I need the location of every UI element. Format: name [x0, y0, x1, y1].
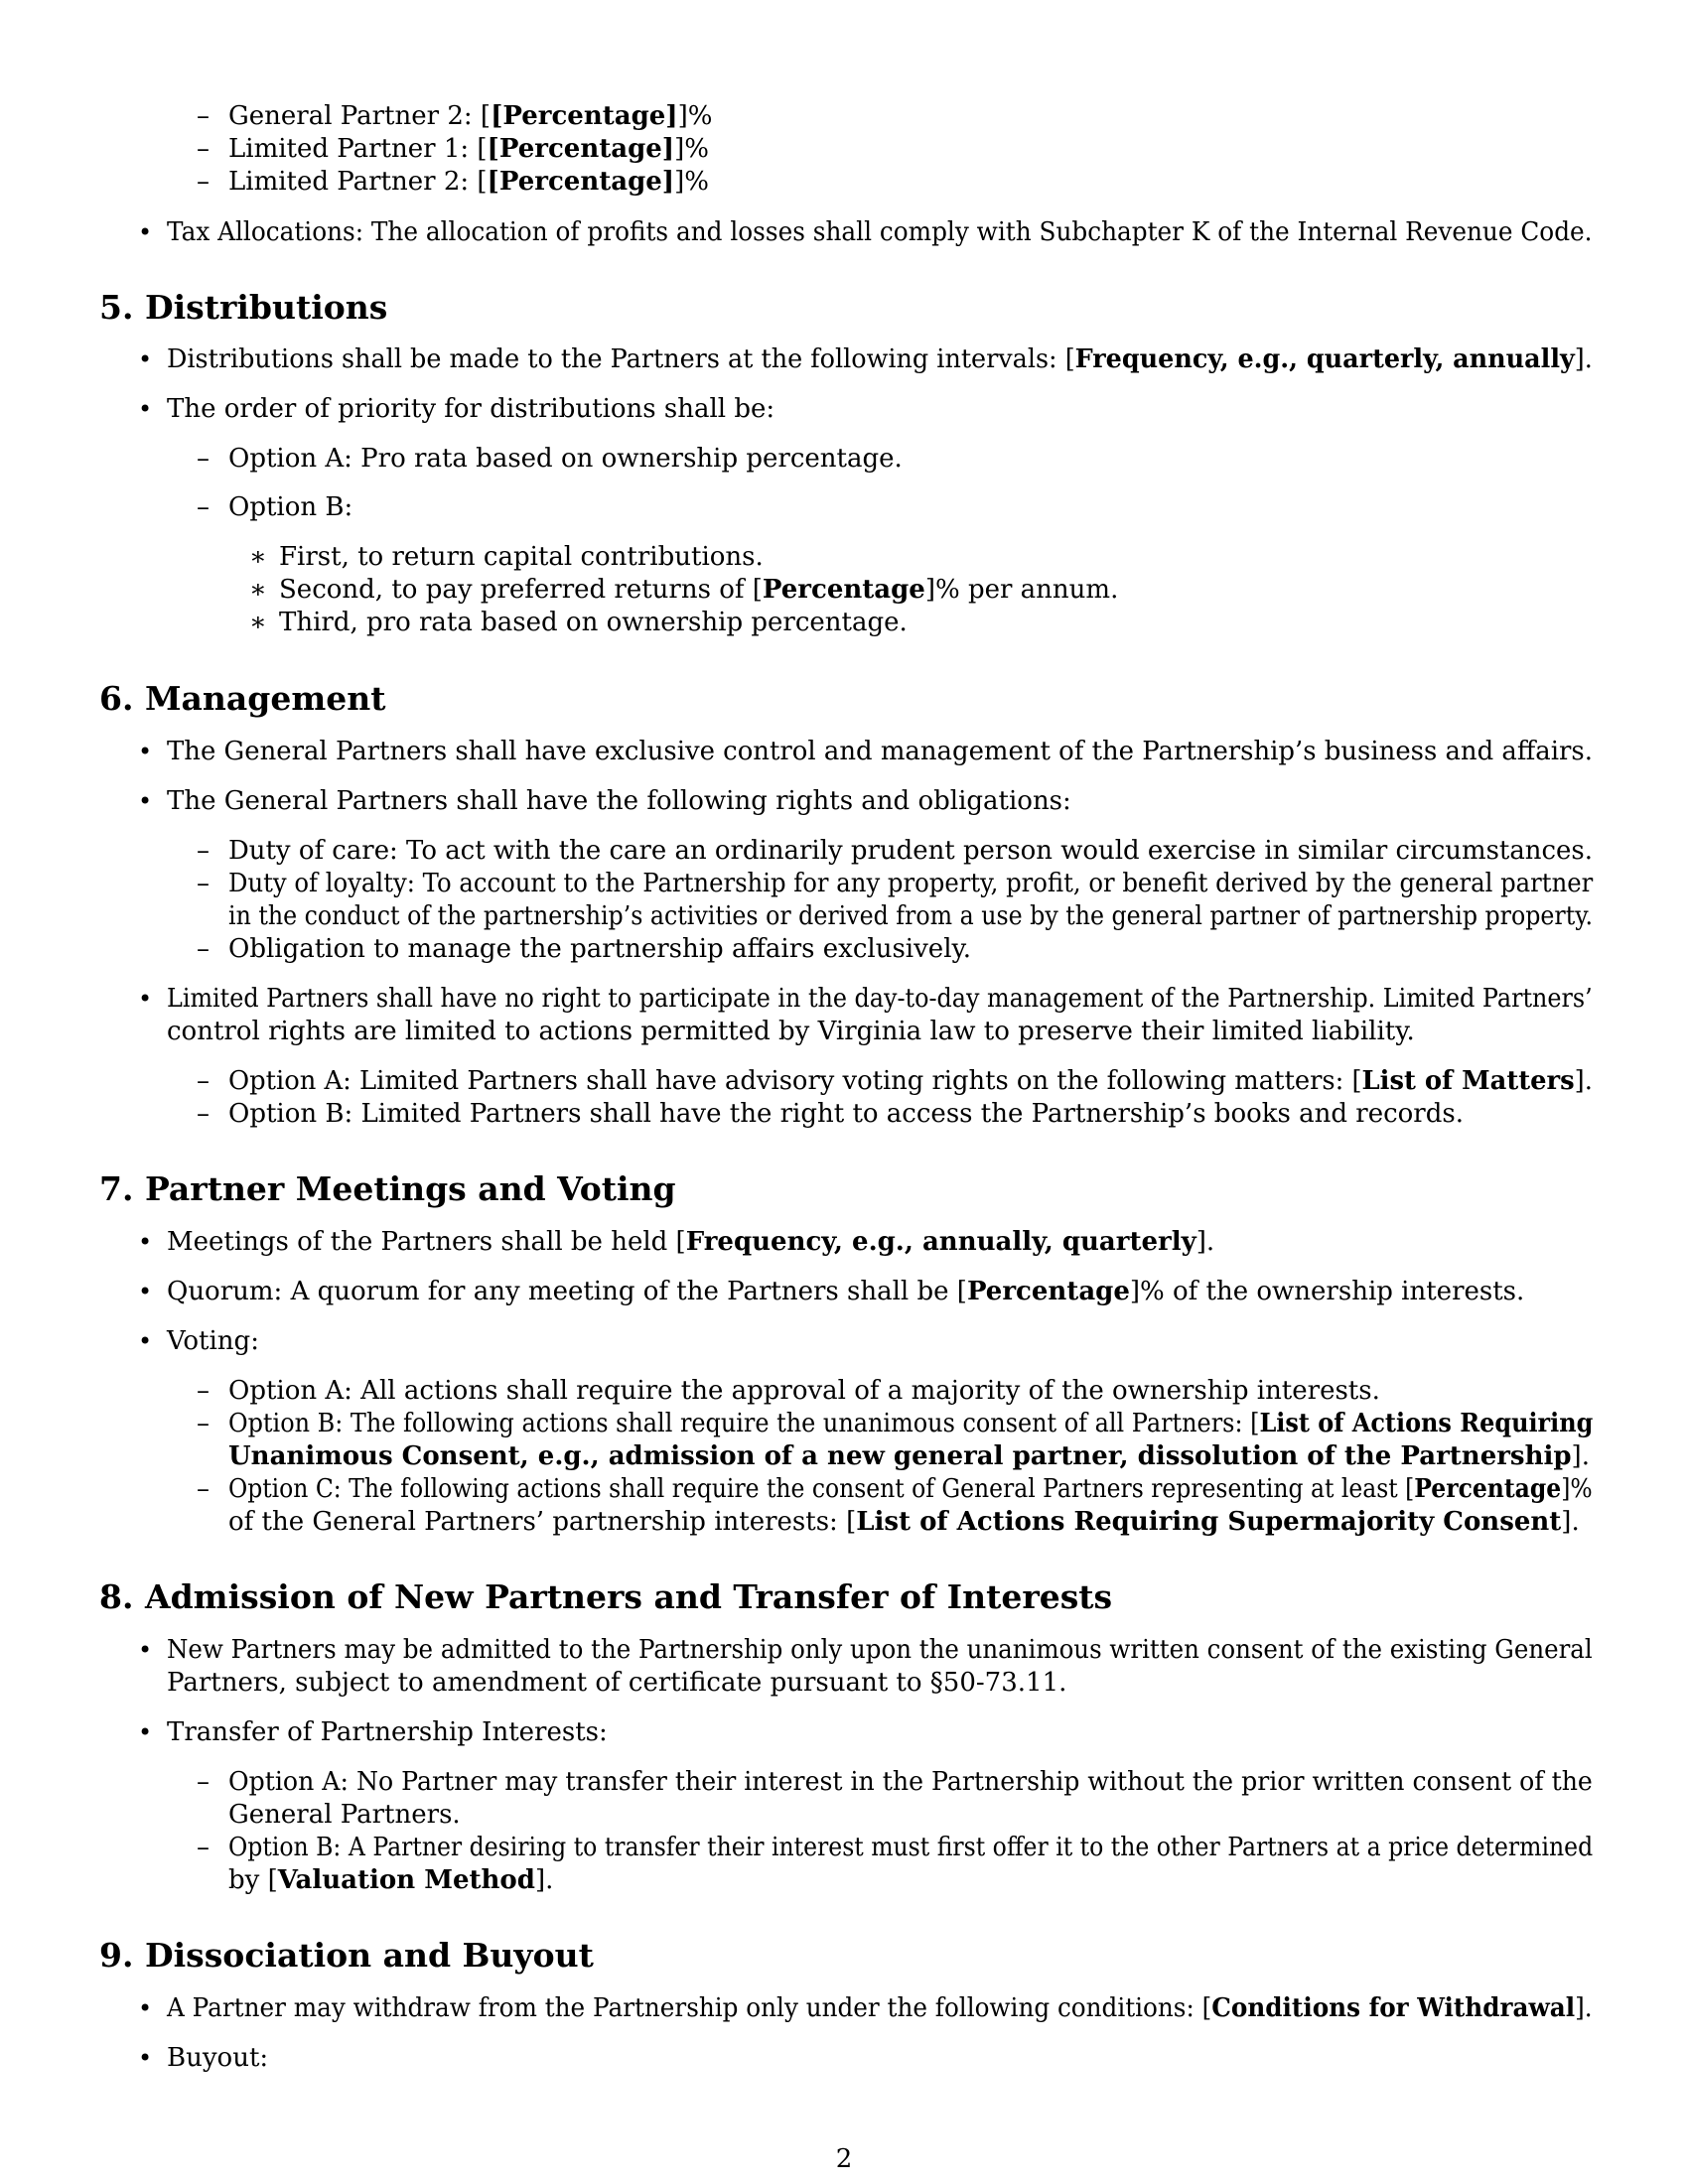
list-item: Third, pro rata based on ownership percentage. [279, 608, 908, 637]
dash-marker: – [197, 492, 210, 522]
bullet-marker: • [138, 738, 153, 765]
paragraph: Voting: [167, 1326, 259, 1356]
list-item: General Partner 2: [[Percentage]]% [228, 101, 713, 131]
dash-marker: – [197, 869, 210, 898]
bullet-marker: • [138, 345, 153, 373]
list-item-continuation: Unanimous Consent, e.g., admission of a new general partner, dissolution of the Partnership]. [228, 1441, 1590, 1471]
list-item: Duty of loyalty: To account to the Partnership for any property, profit, or benefit derived by the general partner [228, 869, 1594, 898]
dash-marker: – [197, 1099, 210, 1129]
list-item-continuation: by [Valuation Method]. [228, 1865, 554, 1895]
list-item: Option A: No Partner may transfer their interest in the Partnership without the prior written consent of the [228, 1767, 1593, 1797]
dash-marker: – [197, 836, 210, 866]
paragraph: Limited Partners shall have no right to participate in the day-to-day management of the Partnership. Limited Partners’ [167, 984, 1593, 1014]
paragraph: Quorum: A quorum for any meeting of the Partners shall be [Percentage]% of the ownership interests. [167, 1277, 1525, 1306]
bullet-marker: • [138, 2044, 153, 2072]
section-heading-distributions: 5. Distributions [99, 288, 388, 327]
section-heading-management: 6. Management [99, 679, 386, 718]
list-item: Limited Partner 1: [[Percentage]]% [228, 134, 709, 164]
paragraph-continuation: Partners, subject to amendment of certificate pursuant to §50-73.11. [167, 1668, 1067, 1698]
paragraph: The General Partners shall have exclusive control and management of the Partnership’s business and affairs. [167, 737, 1593, 766]
paragraph: Meetings of the Partners shall be held [Frequency, e.g., annually, quarterly]. [167, 1227, 1215, 1257]
dash-marker: – [197, 1066, 210, 1096]
bullet-marker: • [138, 787, 153, 815]
tax-allocations-text: Tax Allocations: The allocation of profits and losses shall comply with Subchapter K of the Internal Revenue Code. [167, 217, 1593, 247]
bullet-marker: • [138, 1327, 153, 1355]
dash-marker: – [197, 134, 210, 164]
list-item: Obligation to manage the partnership affairs exclusively. [228, 934, 972, 964]
dash-marker: – [197, 934, 210, 964]
section-heading-meetings-voting: 7. Partner Meetings and Voting [99, 1169, 676, 1208]
bullet-marker: • [138, 1636, 153, 1664]
list-item: Duty of care: To act with the care an ordinarily prudent person would exercise in similar circumstances. [228, 836, 1593, 866]
paragraph: Distributions shall be made to the Partners at the following intervals: [Frequency, e.g., quarterly, annually]. [167, 344, 1593, 374]
asterisk-marker: ∗ [249, 542, 267, 572]
bullet-marker: • [138, 218, 153, 246]
list-item: Option B: [228, 492, 353, 522]
paragraph: New Partners may be admitted to the Partnership only upon the unanimous written consent of the existing General [167, 1635, 1593, 1665]
list-item-continuation: in the conduct of the partnership’s activities or derived from a use by the general partner of partnership property. [228, 901, 1593, 931]
dash-marker: – [197, 1767, 210, 1797]
bullet-marker: • [138, 1228, 153, 1256]
list-item-continuation: of the General Partners’ partnership interests: [List of Actions Requiring Supermajority Consent]. [228, 1507, 1580, 1537]
dash-marker: – [197, 1409, 210, 1438]
paragraph-continuation: control rights are limited to actions permitted by Virginia law to preserve their limited liability. [167, 1017, 1415, 1046]
list-item: First, to return capital contributions. [279, 542, 764, 572]
list-item: Option C: The following actions shall require the consent of General Partners representing at least [Percentage]% [228, 1474, 1593, 1504]
list-item: Option B: Limited Partners shall have the right to access the Partnership’s books and records. [228, 1099, 1464, 1129]
dash-marker: – [197, 167, 210, 197]
dash-marker: – [197, 1376, 210, 1406]
dash-marker: – [197, 101, 210, 131]
asterisk-marker: ∗ [249, 608, 267, 637]
section-heading-dissociation-buyout: 9. Dissociation and Buyout [99, 1936, 594, 1975]
paragraph: The order of priority for distributions shall be: [167, 394, 775, 424]
section-heading-admission-transfer: 8. Admission of New Partners and Transfer of Interests [99, 1577, 1113, 1616]
list-item: Option A: All actions shall require the approval of a majority of the ownership interests. [228, 1376, 1380, 1406]
list-item: Option B: The following actions shall require the unanimous consent of all Partners: [List of Actions Requiring [228, 1409, 1594, 1438]
dash-marker: – [197, 1474, 210, 1504]
list-item-continuation: General Partners. [228, 1800, 461, 1830]
page-number: 2 [835, 2144, 853, 2174]
paragraph: Buyout: [167, 2043, 269, 2073]
paragraph: Transfer of Partnership Interests: [167, 1717, 608, 1747]
list-item: Option B: A Partner desiring to transfer their interest must first offer it to the other Partners at a price determined [228, 1833, 1594, 1862]
list-item: Option A: Pro rata based on ownership percentage. [228, 444, 903, 474]
bullet-marker: • [138, 1994, 153, 2022]
dash-marker: – [197, 1833, 210, 1862]
list-item: Second, to pay preferred returns of [Percentage]% per annum. [279, 575, 1119, 605]
bullet-marker: • [138, 1718, 153, 1746]
bullet-marker: • [138, 985, 153, 1013]
dash-marker: – [197, 444, 210, 474]
list-item: Limited Partner 2: [[Percentage]]% [228, 167, 709, 197]
paragraph: A Partner may withdraw from the Partnership only under the following conditions: [Conditions for Withdrawal]. [167, 1993, 1593, 2023]
asterisk-marker: ∗ [249, 575, 267, 605]
list-item: Option A: Limited Partners shall have advisory voting rights on the following matters: [List of Matters]. [228, 1066, 1593, 1096]
bullet-marker: • [138, 395, 153, 423]
bullet-marker: • [138, 1278, 153, 1305]
paragraph: The General Partners shall have the following rights and obligations: [167, 786, 1071, 816]
